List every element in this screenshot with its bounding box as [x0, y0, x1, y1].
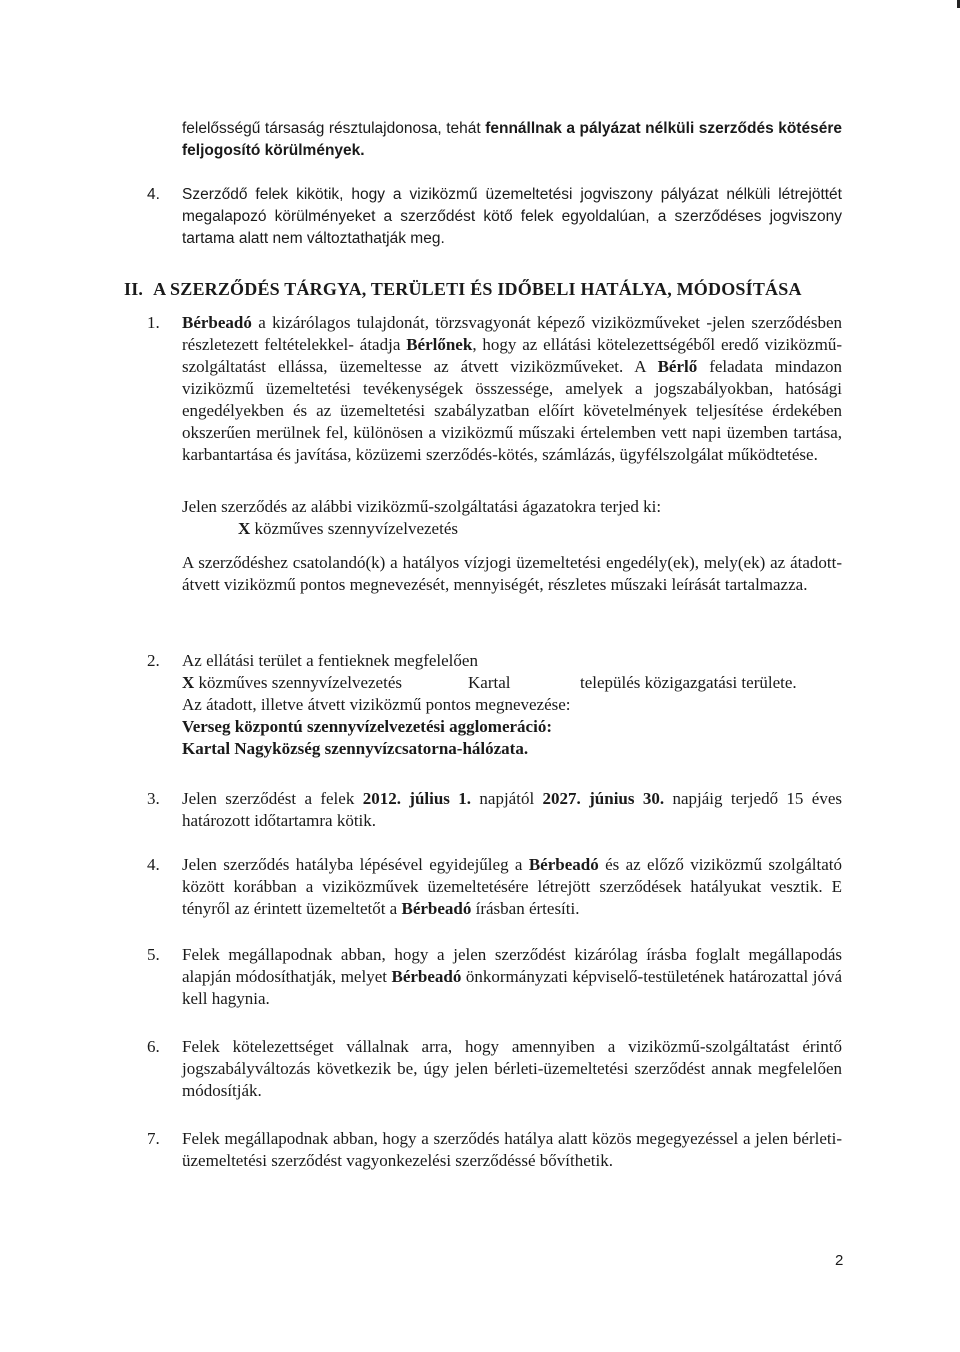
item3-text-1: Jelen szerződést a felek: [182, 789, 363, 808]
item-i4-number: 4.: [147, 186, 160, 203]
item4-paragraph: [182, 854, 842, 920]
item6-paragraph: Felek kötelezettséget vállalnak arra, hogy amennyiben a viziközmű-szolgáltatást érintő jogszabályváltozás következik be, úgy jelen bérleti-üzemeltetési szerződést annak megfelelően módosítják.: [182, 1037, 842, 1100]
item2-line2: [182, 672, 842, 694]
item1-text-3: feladata mindazon viziközmű üzemeltetési tevékenységek összessége, amelyek a jogszabályokban, hatósági engedélyekben és az üzemeltetési szabályzatban előírt követelmények teljesítése érdekében okszerűen merülnek fel, különösen a viziközmű műszaki értelemben vett napi üzemben tartása, karbantartása és javítása, közüzemi szerződés-kötés, számlázás, ügyfélszolgálat működtetése.: [182, 357, 842, 464]
intro-paragraph: [182, 118, 842, 162]
item2-line1: Az ellátási terület a fentieknek megfelelően: [182, 651, 478, 670]
item4-bold-2: Bérbeadó: [401, 899, 472, 918]
item4-text-1: Jelen szerződés hatályba lépésével egyidejűleg a: [182, 855, 529, 874]
item2-number: 2.: [147, 651, 160, 670]
item2-place-suffix: település közigazgatási területe.: [580, 673, 797, 692]
section-ii-title: A SZERZŐDÉS TÁRGYA, TERÜLETI ÉS IDŐBELI HATÁLYA, MÓDOSÍTÁSA: [153, 279, 802, 299]
item2-block: [182, 650, 842, 760]
item2-x-mark: X: [182, 673, 195, 692]
item1-text-2: , hogy az ellátási kötelezettségéből eredő viziközmű-szolgáltatást ellássa, üzemeltesse az átvett viziközműveket. A: [182, 335, 842, 376]
item7-paragraph: Felek megállapodnak abban, hogy a szerződés hatálya alatt közös megegyezéssel a jelen bérleti-üzemeltetési szerződést vagyonkezelési szerződéssé bővíthetik.: [182, 1129, 842, 1170]
item3-end-date: 2027. június 30.: [542, 789, 665, 808]
item1-paragraph: [182, 312, 842, 466]
item1-scope-item: [182, 518, 842, 540]
scope-item-text: közműves szennyvízelvezetés: [250, 519, 458, 538]
item5-text-1: Felek megállapodnak abban, hogy a jelen szerződést kizárólag írásba foglalt megállapodás alapján módosíthatják, melyet: [182, 945, 842, 986]
intro-text: felelősségű társaság résztulajdonosa, tehát: [182, 120, 486, 137]
section-ii-heading: [124, 278, 802, 300]
scope-x-mark: X: [238, 519, 251, 538]
item2-bold-line1: Verseg központú szennyvízelvezetési agglomeráció:: [182, 717, 552, 736]
item2-bold-line2: Kartal Nagyközség szennyvízcsatorna-hálózata.: [182, 739, 529, 758]
item6-number: 6.: [147, 1037, 160, 1056]
item4-text-2: és az előző viziközmű szolgáltató között korábban a viziközművek üzemeltetésére létrejött szerződések hatályukat vesztik. E tényről az érintett üzemeltetőt a: [182, 855, 842, 918]
item1-bold-berlo: Bérlő: [657, 357, 698, 376]
item4-number: 4.: [147, 855, 160, 874]
item5-number: 5.: [147, 945, 160, 964]
item1-annex-paragraph: A szerződéshez csatolandó(k) a hatályos vízjogi üzemeltetési engedély(ek), mely(ek) az átadott-átvett viziközmű pontos megnevezését, mennyiségét, részletes műszaki leírását tartalmazza.: [182, 553, 842, 594]
item-i4-paragraph: Szerződő felek kikötik, hogy a viziközmű üzemeltetési jogviszony pályázat nélküli létrejöttét megalapozó körülményeket a szerződést kötő felek egyoldalúan, a szerződéses jogviszony tartama alatt nem változtathatják meg.: [182, 186, 842, 247]
page-number: 2: [835, 1252, 844, 1269]
section-ii-number: II.: [124, 279, 144, 299]
item4-text-3: írásban értesíti.: [471, 899, 580, 918]
item3-start-date: 2012. július 1.: [362, 789, 472, 808]
item1-text-1: a kizárólagos tulajdonát, törzsvagyonát képező viziközműveket -jelen szerződésben részletezett feltételekkel- átadja: [182, 313, 842, 354]
item3-text-3: napjáig terjedő 15 éves határozott időtartamra kötik.: [182, 789, 843, 830]
item2-service-text: közműves szennyvízelvezetés: [194, 673, 402, 692]
item3-text-2: napjától: [471, 789, 543, 808]
item5-text-2: önkormányzati képviselő-testületének határozattal jóvá kell hagynia.: [182, 967, 842, 1008]
item1-number: 1.: [147, 313, 160, 332]
intro-bold: fennállnak a pályázat nélküli szerződés kötésére feljogosító körülmények.: [182, 120, 842, 159]
item4-bold-1: Bérbeadó: [528, 855, 599, 874]
item7-number: 7.: [147, 1129, 160, 1148]
item1-bold-berbeado: Bérbeadó: [182, 313, 252, 332]
item1-scope-line: Jelen szerződés az alábbi viziközmű-szolgáltatási ágazatokra terjed ki:: [182, 497, 662, 516]
item5-bold-1: Bérbeadó: [391, 967, 462, 986]
item2-service: [182, 672, 402, 694]
item3-number: 3.: [147, 789, 160, 808]
item2-line3: Az átadott, illetve átvett viziközmű pontos megnevezése:: [182, 695, 571, 714]
item3-paragraph: [182, 788, 842, 832]
item1-bold-berlonek: Bérlőnek: [406, 335, 473, 354]
item2-place: Kartal: [468, 673, 511, 692]
item5-paragraph: [182, 944, 842, 1010]
